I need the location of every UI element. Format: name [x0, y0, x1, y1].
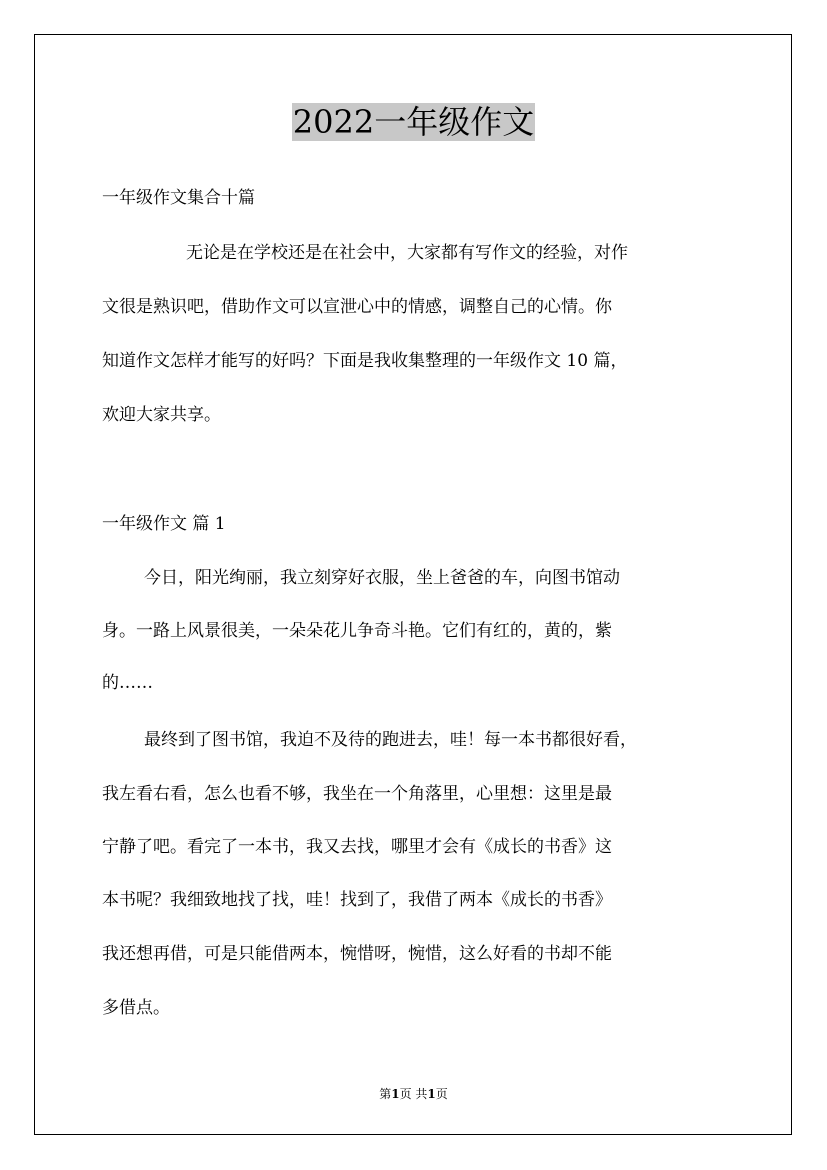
document-title: 2022一年级作文 [292, 103, 535, 141]
footer-page-current: 1 [391, 1087, 400, 1101]
footer-prefix: 第 [379, 1087, 392, 1101]
footer-suffix: 页 [435, 1087, 448, 1101]
footer-mid: 页 共 [399, 1087, 428, 1101]
para2-line-4: 本书呢？我细致地找了找，哇！找到了，我借了两本《成长的书香》 [102, 890, 612, 910]
page-footer [0, 1085, 827, 1102]
para1-line-1: 今日，阳光绚丽，我立刻穿好衣服，坐上爸爸的车，向图书馆动 [144, 568, 620, 588]
section-heading: 一年级作文 篇 1 [102, 514, 226, 534]
intro-line-2: 文很是熟识吧，借助作文可以宣泄心中的情感，调整自己的心情。你 [102, 297, 612, 317]
para2-line-6: 多借点。 [102, 998, 170, 1018]
para2-line-5: 我还想再借，可是只能借两本，惋惜呀，惋惜，这么好看的书却不能 [102, 944, 612, 964]
para2-line-1: 最终到了图书馆，我迫不及待的跑进去，哇！每一本书都很好看， [144, 730, 637, 750]
para2-line-3: 宁静了吧。看完了一本书，我又去找，哪里才会有《成长的书香》这 [102, 837, 612, 857]
title-container [0, 103, 827, 141]
para1-line-2: 身。一路上风景很美，一朵朵花儿争奇斗艳。它们有红的，黄的，紫 [102, 621, 612, 641]
intro-line-1: 无论是在学校还是在社会中，大家都有写作文的经验，对作 [186, 243, 628, 263]
para1-line-3: 的…… [102, 673, 153, 693]
footer-page-total: 1 [427, 1087, 436, 1101]
subtitle: 一年级作文集合十篇 [102, 188, 255, 208]
intro-line-4: 欢迎大家共享。 [102, 405, 221, 425]
intro-line-3: 知道作文怎样才能写的好吗？下面是我收集整理的一年级作文 10 篇， [102, 351, 628, 371]
para2-line-2: 我左看右看，怎么也看不够，我坐在一个角落里，心里想：这里是最 [102, 784, 612, 804]
